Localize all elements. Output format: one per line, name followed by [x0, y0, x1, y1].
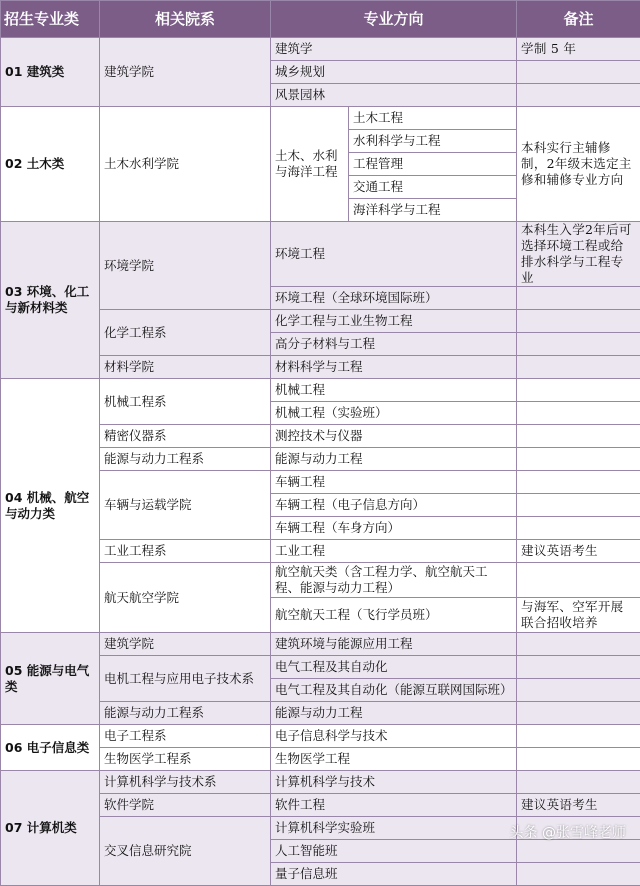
watermark: 头条 @张雪峰老师 [510, 822, 626, 842]
note-cell [517, 471, 640, 494]
department-cell: 车辆与运载学院 [100, 471, 271, 540]
major-cell: 测控技术与仪器 [271, 425, 517, 448]
note-cell: 与海军、空军开展联合招收培养 [517, 598, 640, 633]
note-cell [517, 656, 640, 679]
major-cell: 电子信息科学与技术 [271, 725, 517, 748]
department-cell: 精密仪器系 [100, 425, 271, 448]
note-cell [517, 425, 640, 448]
major-cell: 车辆工程（电子信息方向） [271, 494, 517, 517]
major-cell: 机械工程 [271, 379, 517, 402]
major-cell: 航空航天类（含工程力学、航空航天工程、能源与动力工程） [271, 563, 517, 598]
major-cell: 软件工程 [271, 794, 517, 817]
major-cell: 化学工程与工业生物工程 [271, 310, 517, 333]
note-cell [517, 61, 640, 84]
note-cell [517, 333, 640, 356]
note-cell [517, 679, 640, 702]
department-cell: 能源与动力工程系 [100, 448, 271, 471]
department-cell: 机械工程系 [100, 379, 271, 425]
category-cell: 07 计算机类 [1, 771, 100, 886]
major-cell: 车辆工程 [271, 471, 517, 494]
note-cell [517, 356, 640, 379]
department-cell: 软件学院 [100, 794, 271, 817]
note-cell [517, 517, 640, 540]
note-cell [517, 494, 640, 517]
major-cell: 机械工程（实验班） [271, 402, 517, 425]
major-cell: 高分子材料与工程 [271, 333, 517, 356]
note-cell [517, 379, 640, 402]
department-cell: 航天航空学院 [100, 563, 271, 633]
major-cell: 海洋科学与工程 [349, 199, 517, 222]
major-cell: 风景园林 [271, 84, 517, 107]
department-cell: 材料学院 [100, 356, 271, 379]
department-cell: 计算机科学与技术系 [100, 771, 271, 794]
department-cell: 土木水利学院 [100, 107, 271, 222]
header-note: 备注 [517, 1, 640, 38]
department-cell: 化学工程系 [100, 310, 271, 356]
note-cell [517, 863, 640, 886]
table-row [1, 222, 640, 287]
major-cell: 人工智能班 [271, 840, 517, 863]
major-cell: 量子信息班 [271, 863, 517, 886]
note-cell: 建议英语考生 [517, 794, 640, 817]
subgroup-cell: 土木、水利与海洋工程 [271, 107, 349, 222]
note-cell [517, 748, 640, 771]
major-cell: 车辆工程（车身方向） [271, 517, 517, 540]
department-cell: 电子工程系 [100, 725, 271, 748]
major-cell: 材料科学与工程 [271, 356, 517, 379]
department-cell: 电机工程与应用电子技术系 [100, 656, 271, 702]
note-cell [517, 702, 640, 725]
note-cell [517, 725, 640, 748]
note-cell [517, 84, 640, 107]
major-cell: 土木工程 [349, 107, 517, 130]
header-major: 专业方向 [271, 1, 517, 38]
major-cell: 工程管理 [349, 153, 517, 176]
major-cell: 工业工程 [271, 540, 517, 563]
department-cell: 工业工程系 [100, 540, 271, 563]
note-cell: 本科实行主辅修制，2年级末选定主修和辅修专业方向 [517, 107, 640, 222]
major-cell: 计算机科学与技术 [271, 771, 517, 794]
department-cell: 建筑学院 [100, 38, 271, 107]
note-cell: 建议英语考生 [517, 540, 640, 563]
table-header-row [1, 1, 640, 38]
note-cell [517, 563, 640, 598]
major-cell: 能源与动力工程 [271, 448, 517, 471]
table-row [1, 725, 640, 748]
category-cell: 05 能源与电气类 [1, 633, 100, 725]
category-cell: 06 电子信息类 [1, 725, 100, 771]
major-cell: 生物医学工程 [271, 748, 517, 771]
department-cell: 交叉信息研究院 [100, 817, 271, 886]
major-cell: 能源与动力工程 [271, 702, 517, 725]
note-cell [517, 310, 640, 333]
note-cell [517, 448, 640, 471]
table-row [1, 38, 640, 61]
note-cell [517, 287, 640, 310]
department-cell: 能源与动力工程系 [100, 702, 271, 725]
table-row [1, 379, 640, 402]
note-cell [517, 633, 640, 656]
category-cell: 04 机械、航空与动力类 [1, 379, 100, 633]
note-cell: 本科生入学2年后可选择环境工程或给排水科学与工程专业 [517, 222, 640, 287]
category-cell: 03 环境、化工与新材料类 [1, 222, 100, 379]
header-department: 相关院系 [100, 1, 271, 38]
major-cell: 水利科学与工程 [349, 130, 517, 153]
major-cell: 计算机科学实验班 [271, 817, 517, 840]
department-cell: 环境学院 [100, 222, 271, 310]
major-cell: 环境工程（全球环境国际班） [271, 287, 517, 310]
major-cell: 航空航天工程（飞行学员班） [271, 598, 517, 633]
table-row [1, 107, 640, 130]
note-cell [517, 771, 640, 794]
department-cell: 生物医学工程系 [100, 748, 271, 771]
department-cell: 建筑学院 [100, 633, 271, 656]
header-category: 招生专业类 [1, 1, 100, 38]
category-cell: 02 土木类 [1, 107, 100, 222]
category-cell: 01 建筑类 [1, 38, 100, 107]
major-cell: 交通工程 [349, 176, 517, 199]
major-cell: 建筑学 [271, 38, 517, 61]
major-cell: 城乡规划 [271, 61, 517, 84]
major-cell: 环境工程 [271, 222, 517, 287]
major-cell: 电气工程及其自动化（能源互联网国际班） [271, 679, 517, 702]
table-row [1, 633, 640, 656]
note-cell [517, 402, 640, 425]
note-cell: 学制 5 年 [517, 38, 640, 61]
major-cell: 建筑环境与能源应用工程 [271, 633, 517, 656]
table-row [1, 771, 640, 794]
note-cell [517, 840, 640, 863]
major-cell: 电气工程及其自动化 [271, 656, 517, 679]
